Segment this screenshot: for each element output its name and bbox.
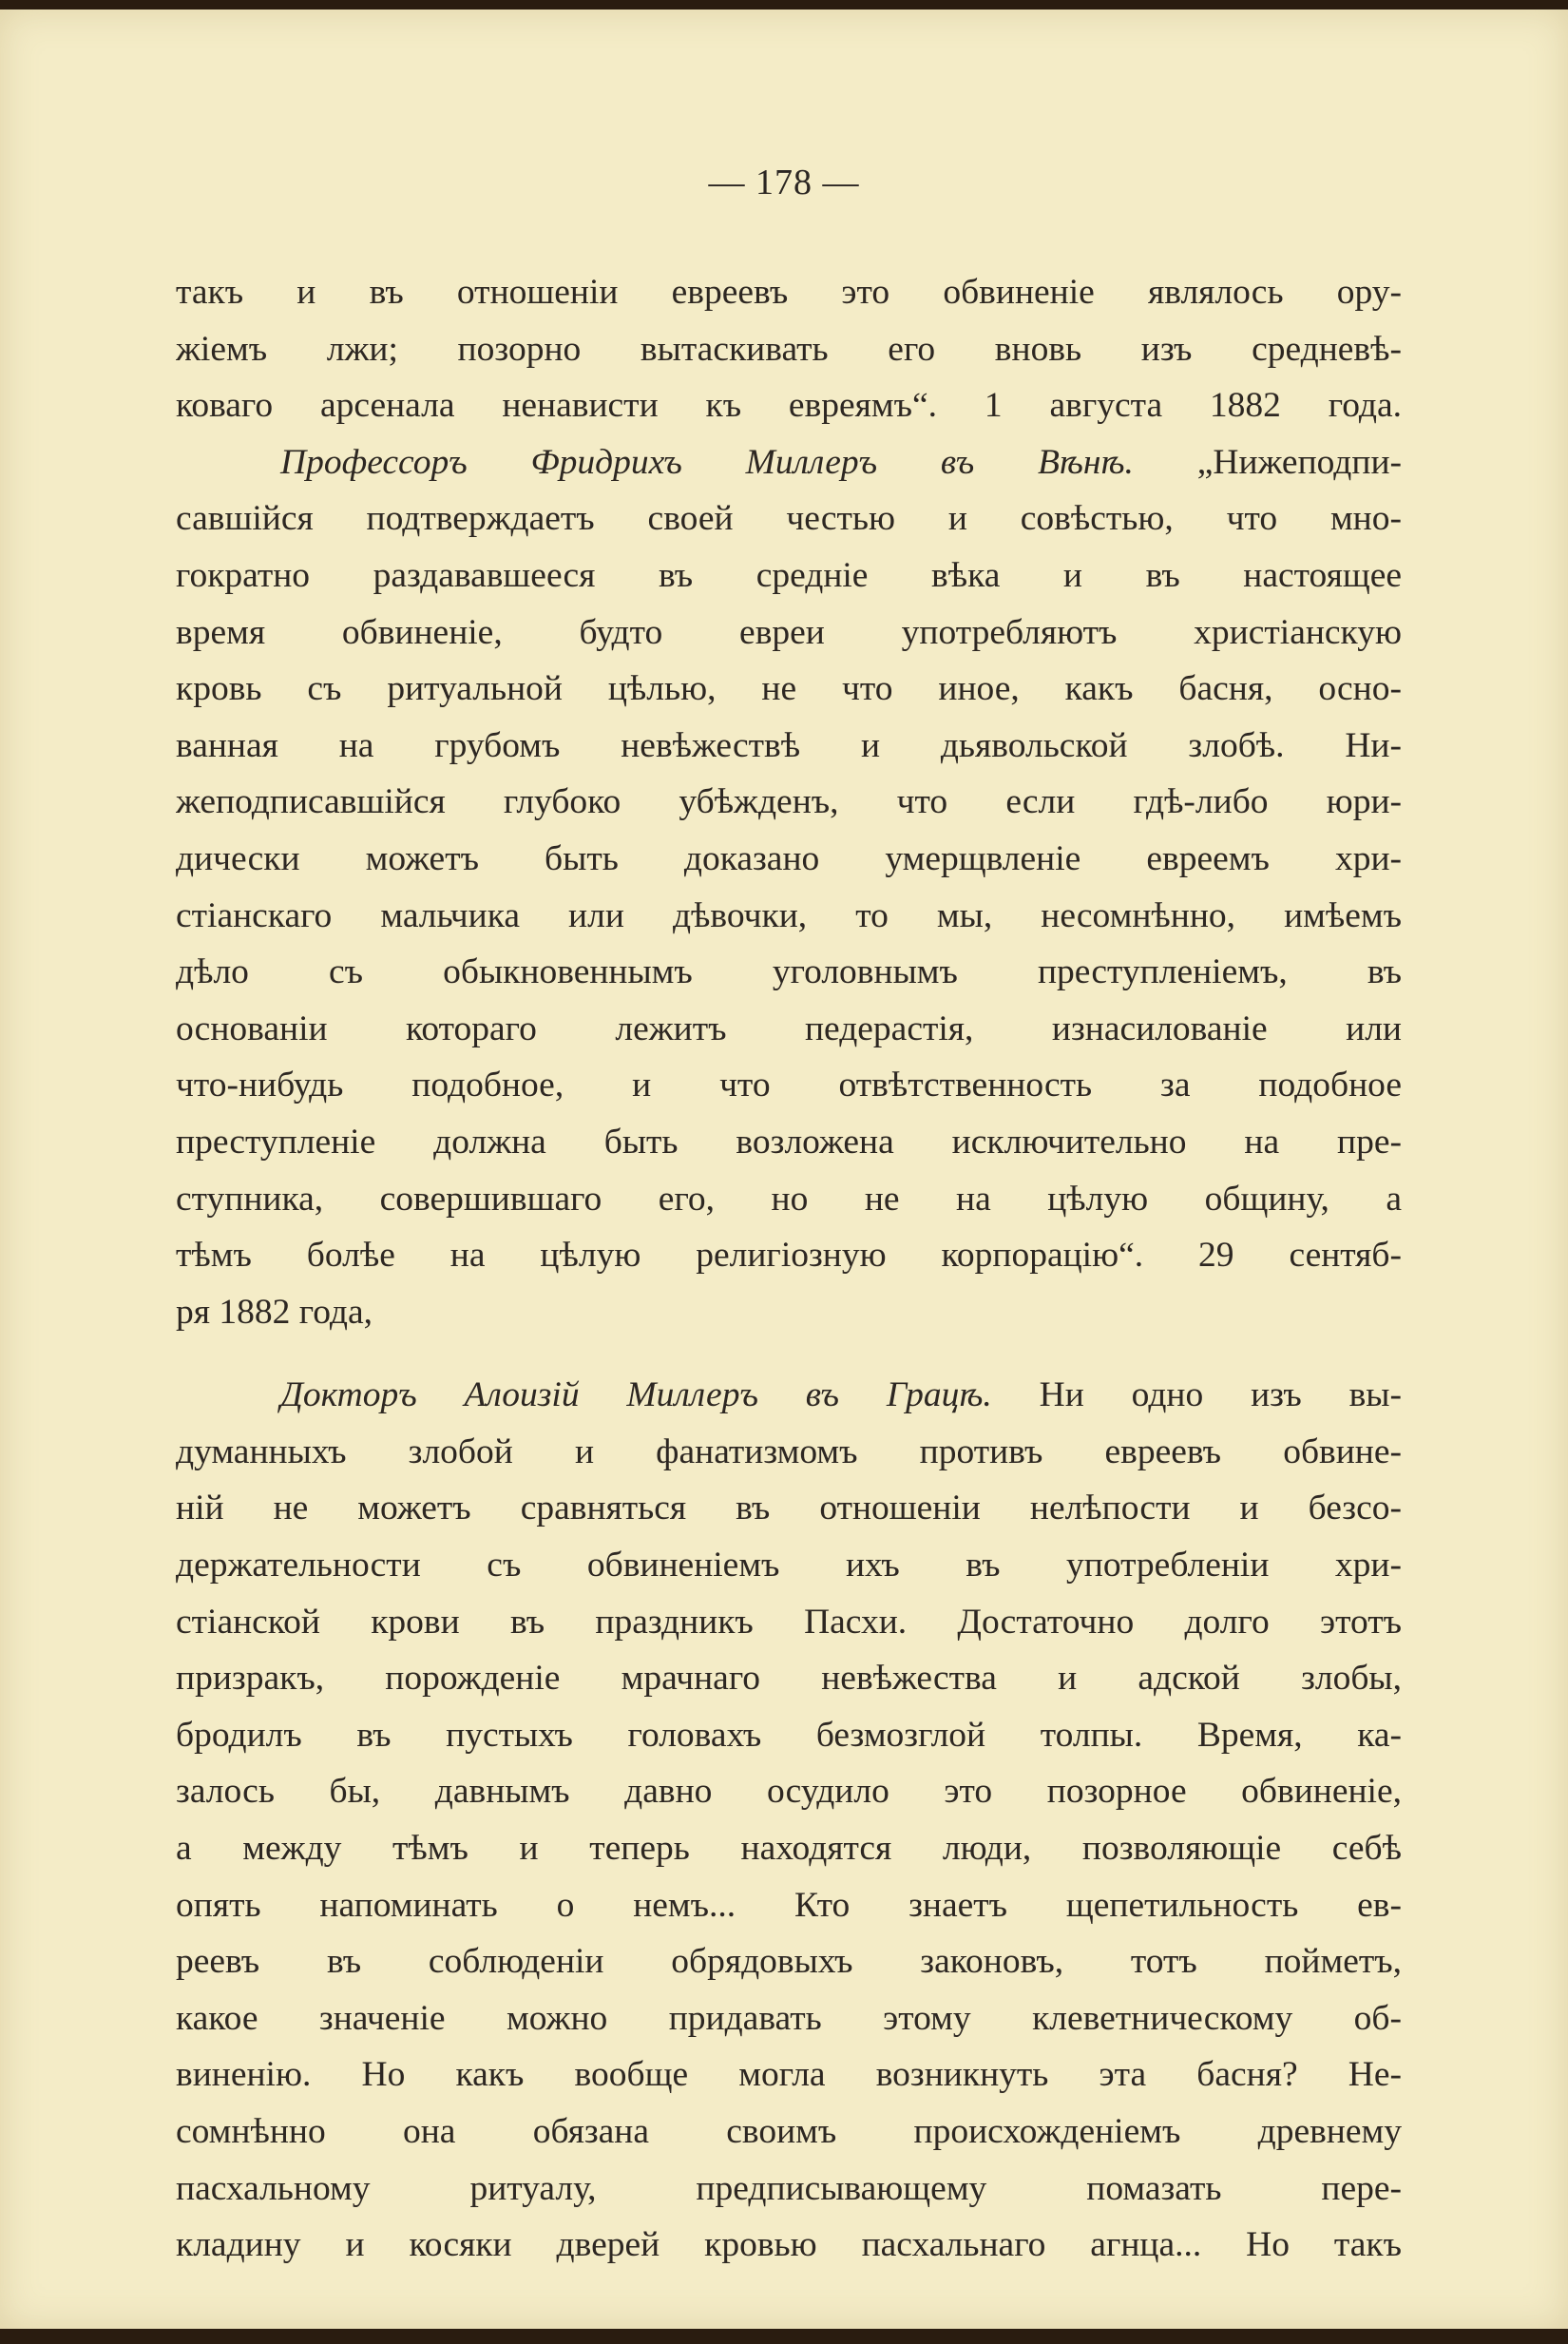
text-line: сомнѣнно она обязана своимъ происхожденіемъ древнему — [176, 2112, 1402, 2151]
text-line — [176, 1367, 1402, 1424]
text-line: опять напоминать о немъ... Кто знаетъ щепетильность ев- — [176, 1885, 1402, 1925]
text-line — [176, 434, 1402, 491]
text-line: ря 1882 года, — [176, 1292, 373, 1332]
text-line: реевъ въ соблюденіи обрядовыхъ законовъ, тотъ пойметъ, — [176, 1942, 1402, 1982]
text-line: дически можетъ быть доказано умерщвленіе евреемъ хри- — [176, 838, 1402, 878]
text-line: бродилъ въ пустыхъ головахъ безмозглой толпы. Время, ка- — [176, 1715, 1402, 1755]
page-text — [176, 264, 1402, 2274]
paragraph-3 — [176, 1367, 1402, 2274]
text-line: жіемъ лжи; позорно вытаскивать его вновь изъ средневѣ- — [176, 329, 1402, 369]
text-line: савшійся подтверждаетъ своей честью и совѣстью, что мно- — [176, 499, 1402, 539]
text-line: что-нибудь подобное, и что отвѣтственность за подобное — [176, 1066, 1402, 1105]
text-line-rest: Ни одно изъ вы- — [1039, 1375, 1402, 1415]
page-number: — 178 — — [708, 163, 860, 202]
book-page — [0, 10, 1568, 2329]
text-line-rest: „Нижеподпи- — [1196, 442, 1402, 482]
paragraph-1 — [176, 264, 1402, 434]
paragraph-gap — [176, 1340, 1402, 1367]
page-bottom-edge — [0, 2329, 1568, 2344]
text-line: какое значеніе можно придавать этому клеветническому об- — [176, 1998, 1402, 2038]
paragraph-heading: Докторъ Алоизій Миллеръ въ Грацѣ. — [280, 1375, 992, 1415]
text-line: коваго арсенала ненависти къ евреямъ“. 1 августа 1882 года. — [176, 386, 1402, 426]
text-line: ній не можетъ сравняться въ отношеніи нелѣпости и безсо- — [176, 1489, 1402, 1528]
text-line: держательности съ обвиненіемъ ихъ въ употребленіи хри- — [176, 1546, 1402, 1585]
text-line: ванная на грубомъ невѣжествѣ и дьявольской злобѣ. Ни- — [176, 725, 1402, 765]
paragraph-2 — [176, 434, 1402, 1341]
text-line: виненію. Но какъ вообще могла возникнуть эта басня? Не- — [176, 2055, 1402, 2095]
text-line: такъ и въ отношеніи евреевъ это обвиненіе являлось ору- — [176, 273, 1402, 312]
text-line: а между тѣмъ и теперь находятся люди, позволяющіе себѣ — [176, 1829, 1402, 1869]
text-line: гократно раздававшееся въ средніе вѣка и въ настоящее — [176, 555, 1402, 595]
text-line: жеподписавшійся глубоко убѣжденъ, что если гдѣ-либо юри- — [176, 782, 1402, 822]
text-line: кладину и косяки дверей кровью пасхальнаго агнца... Но такъ — [176, 2225, 1402, 2265]
text-line: залось бы, давнымъ давно осудило это позорное обвиненіе, — [176, 1772, 1402, 1812]
text-line: ступника, совершившаго его, но не на цѣлую общину, а — [176, 1179, 1402, 1219]
text-line: тѣмъ болѣе на цѣлую религіозную корпорацію“. 29 сентяб- — [176, 1236, 1402, 1276]
text-line: преступленіе должна быть возложена исключительно на пре- — [176, 1122, 1402, 1162]
text-line: кровь съ ритуальной цѣлью, не что иное, какъ басня, осно- — [176, 669, 1402, 709]
text-line: основаніи котораго лежитъ педерастія, изнасилованіе или — [176, 1009, 1402, 1048]
text-line: пасхальному ритуалу, предписывающему помазать пере- — [176, 2168, 1402, 2208]
text-line: время обвиненіе, будто евреи употребляютъ христіанскую — [176, 612, 1402, 652]
text-line: стіанской крови въ праздникъ Пасхи. Достаточно долго этотъ — [176, 1602, 1402, 1642]
text-line: дѣло съ обыкновеннымъ уголовнымъ преступленіемъ, въ — [176, 952, 1402, 992]
paragraph-heading: Профессоръ Фридрихъ Миллеръ въ Вѣнѣ. — [280, 442, 1134, 482]
text-line: стіанскаго мальчика или дѣвочки, то мы, несомнѣнно, имѣемъ — [176, 895, 1402, 935]
page-top-edge — [0, 0, 1568, 10]
text-line: думанныхъ злобой и фанатизмомъ противъ евреевъ обвине- — [176, 1431, 1402, 1471]
text-line: призракъ, порожденіе мрачнаго невѣжества и адской злобы, — [176, 1659, 1402, 1699]
